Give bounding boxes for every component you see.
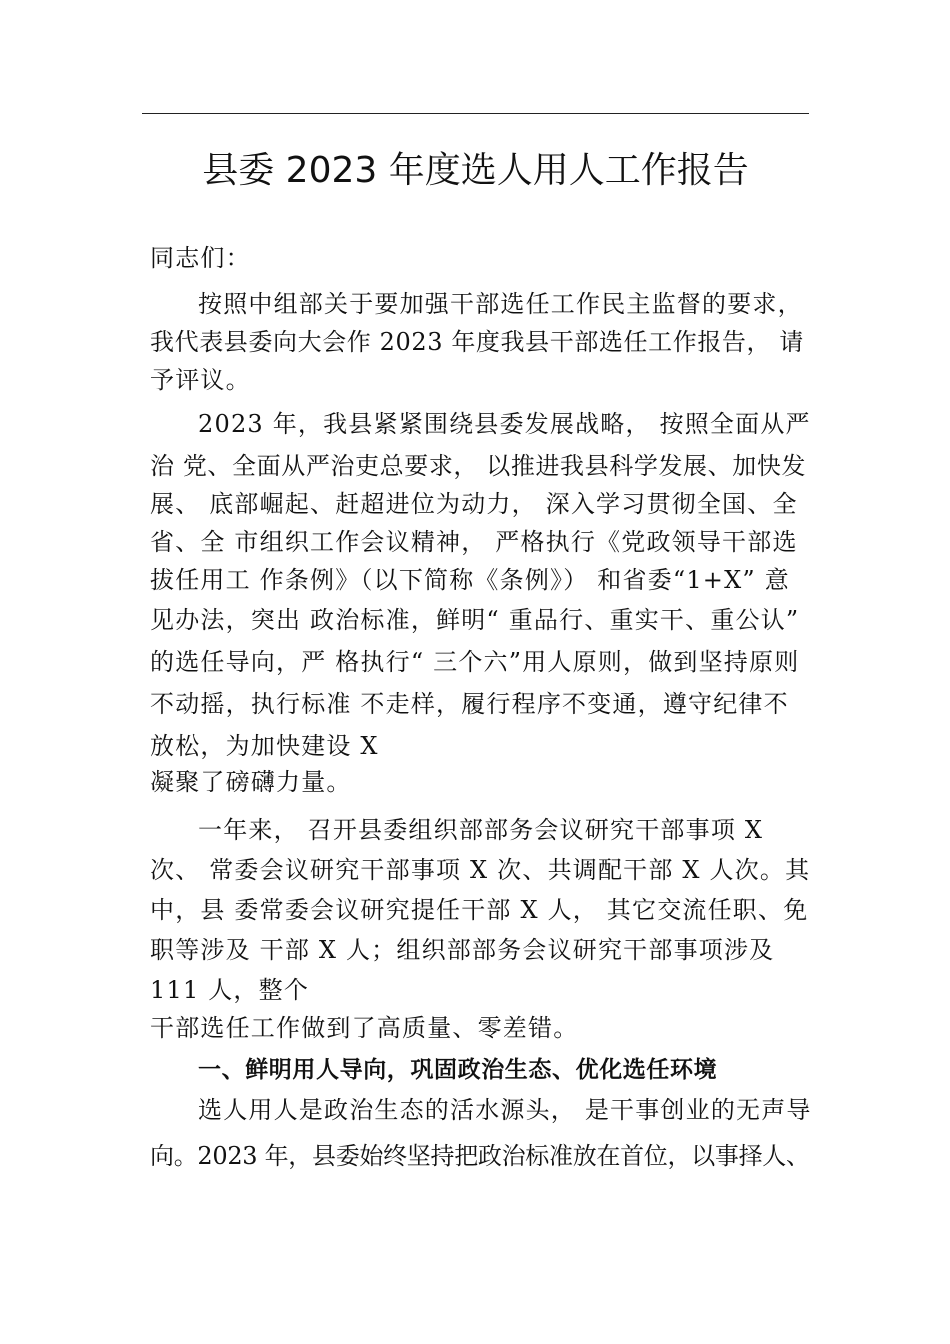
text-line: 中，县 委常委会议研究提任干部 X 人， 其它交流任职、免 [150,896,809,924]
text-line: 不动摇，执行标准 不走样，履行程序不变通，遵守纪律不 [150,690,789,718]
text-line: 干部选任工作做到了高质量、零差错。 [150,1014,579,1042]
text-line: 省、全 市组织工作会议精神， 严格执行《党政领导干部选 [150,528,798,556]
text-line: 111 人，整个 [150,976,310,1004]
text-line: 放松，为加快建设 X [150,732,379,760]
text-line: 展、 底部崛起、赶超进位为动力， 深入学习贯彻全国、全 [150,490,798,518]
text-line: 治 党、全面从严治吏总要求， 以推进我县科学发展、加快发 [150,452,807,480]
text-line: 我代表县委向大会作 2023 年度我县干部选任工作报告， 请 [150,328,804,356]
section-heading: 一、鲜明用人导向，巩固政治生态、优化选任环境 [198,1057,718,1083]
document-title: 县委 2023 年度选人用人工作报告 [202,150,749,191]
text-line: 一年来， 召开县委组织部部务会议研究干部事项 X [198,816,764,844]
text-line: 拔任用工 作条例》（以下简称《条例》） 和省委“1+X” 意 [150,566,790,594]
text-line: 次、 常委会议研究干部事项 X 次、共调配干部 X 人次。其 [150,856,811,884]
text-line: 的选任导向，严 格执行“ 三个六”用人原则，做到坚持原则 [150,648,800,676]
salutation: 同志们： [150,244,251,272]
header-rule [142,113,809,114]
text-line: 2023 年，我县紧紧围绕县委发展战略， 按照全面从严 [198,410,811,438]
text-line: 按照中组部关于要加强干部选任工作民主监督的要求， [198,290,803,318]
text-line: 凝聚了磅礴力量。 [150,768,352,796]
text-line: 选人用人是政治生态的活水源头， 是干事创业的无声导 [198,1096,812,1124]
text-line: 职等涉及 干部 X 人；组织部部务会议研究干部事项涉及 [150,936,775,964]
text-line: 向。2023 年，县委始终坚持把政治标准放在首位，以事择人、 [150,1142,810,1170]
text-line: 予评议。 [150,366,251,394]
text-line: 见办法，突出 政治标准，鲜明“ 重品行、重实干、重公认” [150,606,800,634]
